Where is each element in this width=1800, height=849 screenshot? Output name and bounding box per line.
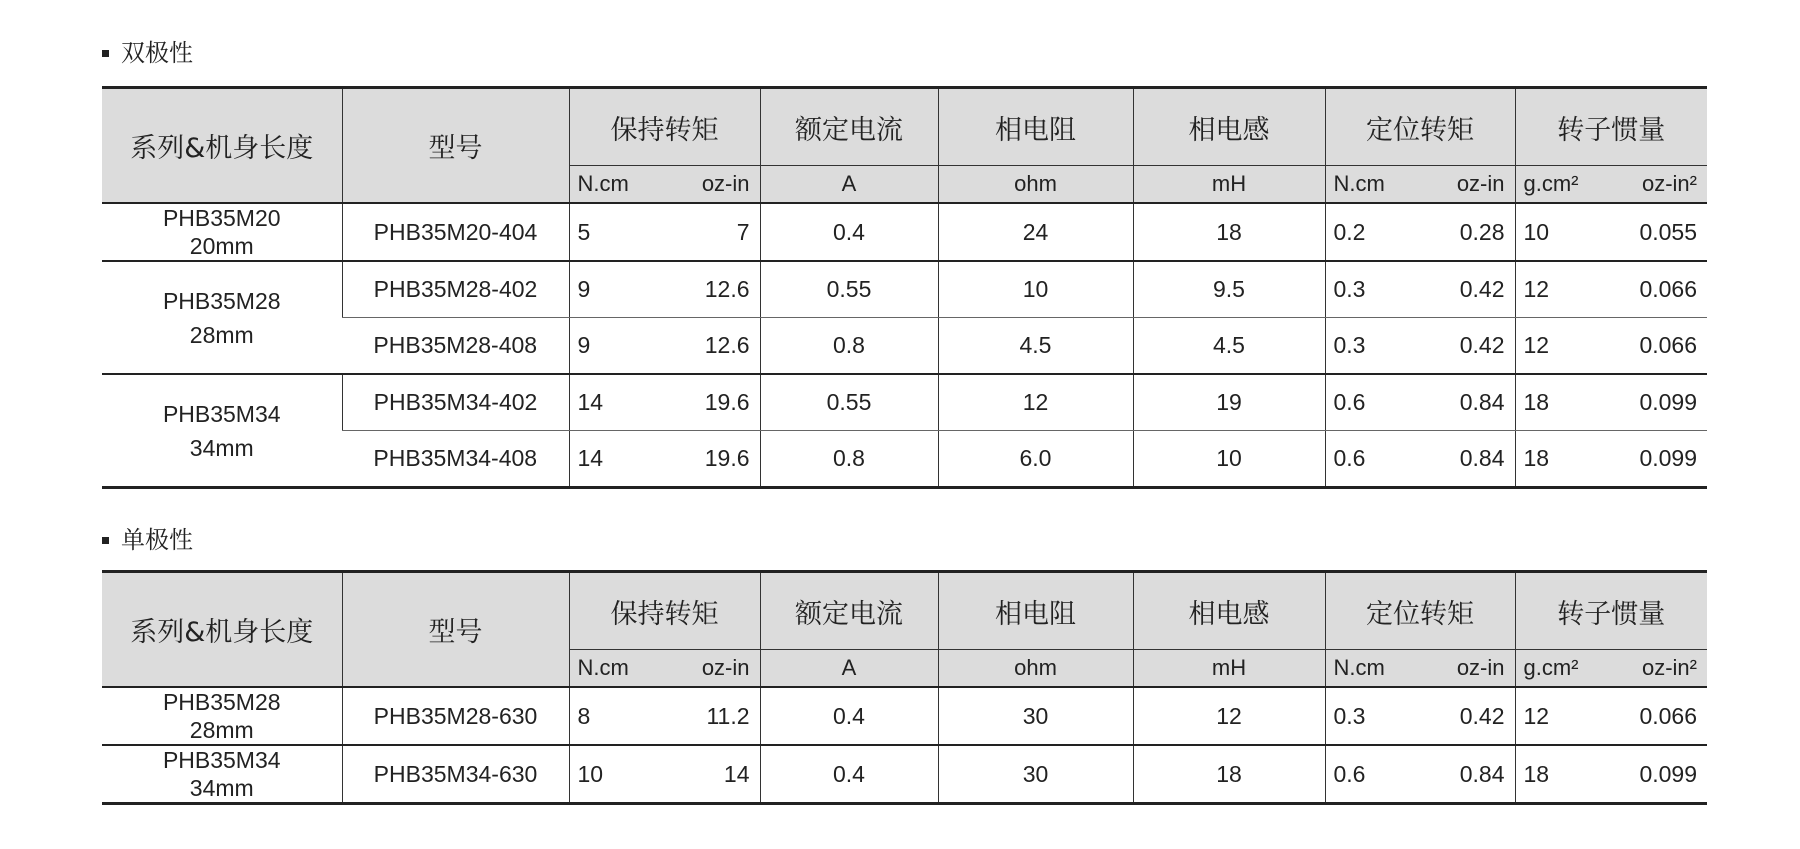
model-cell: PHB35M20-404 (342, 203, 569, 261)
holding-torque-ncm-cell: 10 (569, 745, 665, 804)
detent-torque-ozin-cell: 0.42 (1420, 318, 1515, 375)
header-series-length: 系列&机身长度 (102, 572, 342, 688)
phase-resistance-cell: 30 (938, 687, 1133, 745)
series-name: PHB35M20 (162, 205, 281, 231)
table-row (102, 745, 1707, 804)
model-cell: PHB35M34-630 (342, 745, 569, 804)
series-length-cell (102, 203, 342, 261)
bullet-icon (102, 537, 109, 544)
rotor-inertia-gcm-cell: 10 (1515, 203, 1611, 261)
header-phase-resistance: 相电阻 (938, 572, 1133, 650)
rated-current-cell: 0.4 (760, 687, 938, 745)
holding-torque-ozin-cell: 11.2 (665, 687, 760, 745)
detent-torque-ncm-cell: 0.2 (1325, 203, 1420, 261)
rotor-inertia-ozin-cell: 0.066 (1611, 318, 1707, 375)
table-row (102, 318, 1707, 375)
holding-torque-ozin-cell: 19.6 (665, 431, 760, 488)
rotor-inertia-gcm-cell: 18 (1515, 745, 1611, 804)
rotor-inertia-ozin-cell: 0.066 (1611, 261, 1707, 318)
section-title-text: 双极性 (121, 39, 193, 67)
table-row (102, 203, 1707, 261)
table-row (102, 261, 1707, 318)
holding-torque-ncm-cell: 5 (569, 203, 665, 261)
phase-inductance-cell: 4.5 (1133, 318, 1325, 375)
rotor-inertia-gcm-cell: 18 (1515, 374, 1611, 431)
table-row (102, 431, 1707, 488)
holding-torque-ozin-cell: 12.6 (665, 318, 760, 375)
body-length: 28mm (189, 321, 254, 348)
series-length-cell (102, 745, 342, 804)
series-name: PHB35M28 (162, 287, 281, 314)
phase-inductance-cell: 18 (1133, 745, 1325, 804)
phase-resistance-cell: 4.5 (938, 318, 1133, 375)
holding-torque-ncm-cell: 14 (569, 374, 665, 431)
header-model: 型号 (342, 572, 569, 688)
detent-torque-ozin-cell: 0.84 (1420, 431, 1515, 488)
phase-resistance-cell: 12 (938, 374, 1133, 431)
header-phase-inductance: 相电感 (1133, 88, 1325, 166)
rotor-inertia-gcm-cell: 12 (1515, 318, 1611, 375)
phase-inductance-cell: 10 (1133, 431, 1325, 488)
header-rotor-inertia: 转子惯量 (1515, 88, 1707, 166)
body-length: 28mm (189, 717, 254, 743)
unit-ri-gcm: g.cm² (1515, 166, 1611, 204)
phase-inductance-cell: 19 (1133, 374, 1325, 431)
body-length: 20mm (189, 233, 254, 259)
unit-resistance: ohm (938, 650, 1133, 688)
detent-torque-ncm-cell: 0.6 (1325, 745, 1420, 804)
rotor-inertia-gcm-cell: 12 (1515, 687, 1611, 745)
rotor-inertia-gcm-cell: 12 (1515, 261, 1611, 318)
model-cell: PHB35M28-630 (342, 687, 569, 745)
rated-current-cell: 0.55 (760, 374, 938, 431)
header-rotor-inertia: 转子惯量 (1515, 572, 1707, 650)
phase-resistance-cell: 30 (938, 745, 1133, 804)
rotor-inertia-ozin-cell: 0.066 (1611, 687, 1707, 745)
detent-torque-ozin-cell: 0.42 (1420, 687, 1515, 745)
series-length-cell (102, 374, 342, 488)
series-length-cell (102, 687, 342, 745)
unit-ri-ozin: oz-in² (1611, 166, 1707, 204)
series-length-cell (102, 261, 342, 374)
unit-resistance: ohm (938, 166, 1133, 204)
header-series-length: 系列&机身长度 (102, 88, 342, 204)
unipolar-spec-table (102, 570, 1707, 805)
holding-torque-ozin-cell: 19.6 (665, 374, 760, 431)
section-title-text: 单极性 (121, 526, 193, 554)
detent-torque-ncm-cell: 0.3 (1325, 261, 1420, 318)
header-model: 型号 (342, 88, 569, 204)
bipolar-spec-table (102, 86, 1707, 489)
header-phase-inductance: 相电感 (1133, 572, 1325, 650)
header-rated-current: 额定电流 (760, 572, 938, 650)
phase-resistance-cell: 10 (938, 261, 1133, 318)
detent-torque-ozin-cell: 0.84 (1420, 745, 1515, 804)
body-length: 34mm (189, 775, 254, 801)
holding-torque-ncm-cell: 8 (569, 687, 665, 745)
unit-current: A (760, 650, 938, 688)
rated-current-cell: 0.8 (760, 431, 938, 488)
holding-torque-ozin-cell: 14 (665, 745, 760, 804)
holding-torque-ncm-cell: 14 (569, 431, 665, 488)
model-cell: PHB35M28-408 (342, 318, 569, 375)
rotor-inertia-ozin-cell: 0.099 (1611, 431, 1707, 488)
detent-torque-ncm-cell: 0.6 (1325, 431, 1420, 488)
phase-inductance-cell: 9.5 (1133, 261, 1325, 318)
unit-dt-ozin: oz-in (1420, 650, 1515, 688)
unit-ri-ozin: oz-in² (1611, 650, 1707, 688)
rated-current-cell: 0.4 (760, 745, 938, 804)
detent-torque-ozin-cell: 0.42 (1420, 261, 1515, 318)
phase-resistance-cell: 6.0 (938, 431, 1133, 488)
rated-current-cell: 0.8 (760, 318, 938, 375)
rotor-inertia-ozin-cell: 0.099 (1611, 374, 1707, 431)
unit-dt-ncm: N.cm (1325, 650, 1420, 688)
unit-dt-ncm: N.cm (1325, 166, 1420, 204)
series-name: PHB35M34 (162, 400, 281, 427)
detent-torque-ncm-cell: 0.3 (1325, 687, 1420, 745)
section-title-unipolar (102, 525, 193, 555)
phase-inductance-cell: 12 (1133, 687, 1325, 745)
header-rated-current: 额定电流 (760, 88, 938, 166)
rotor-inertia-ozin-cell: 0.055 (1611, 203, 1707, 261)
unit-ht-ncm: N.cm (569, 650, 665, 688)
holding-torque-ncm-cell: 9 (569, 318, 665, 375)
holding-torque-ncm-cell: 9 (569, 261, 665, 318)
model-cell: PHB35M34-408 (342, 431, 569, 488)
unit-inductance: mH (1133, 166, 1325, 204)
phase-inductance-cell: 18 (1133, 203, 1325, 261)
rated-current-cell: 0.4 (760, 203, 938, 261)
unit-dt-ozin: oz-in (1420, 166, 1515, 204)
rotor-inertia-gcm-cell: 18 (1515, 431, 1611, 488)
series-name: PHB35M34 (162, 747, 281, 773)
header-phase-resistance: 相电阻 (938, 88, 1133, 166)
bullet-icon (102, 50, 109, 57)
detent-torque-ozin-cell: 0.84 (1420, 374, 1515, 431)
unit-ht-ozin: oz-in (665, 650, 760, 688)
detent-torque-ozin-cell: 0.28 (1420, 203, 1515, 261)
section-title-bipolar (102, 38, 193, 68)
body-length: 34mm (189, 434, 254, 461)
model-cell: PHB35M34-402 (342, 374, 569, 431)
model-cell: PHB35M28-402 (342, 261, 569, 318)
unit-ht-ncm: N.cm (569, 166, 665, 204)
unit-current: A (760, 166, 938, 204)
holding-torque-ozin-cell: 12.6 (665, 261, 760, 318)
header-detent-torque: 定位转矩 (1325, 572, 1515, 650)
header-holding-torque: 保持转矩 (569, 572, 760, 650)
rated-current-cell: 0.55 (760, 261, 938, 318)
table-row (102, 687, 1707, 745)
header-detent-torque: 定位转矩 (1325, 88, 1515, 166)
series-name: PHB35M28 (162, 689, 281, 715)
phase-resistance-cell: 24 (938, 203, 1133, 261)
detent-torque-ncm-cell: 0.3 (1325, 318, 1420, 375)
unit-ri-gcm: g.cm² (1515, 650, 1611, 688)
holding-torque-ozin-cell: 7 (665, 203, 760, 261)
table-row (102, 374, 1707, 431)
unit-inductance: mH (1133, 650, 1325, 688)
rotor-inertia-ozin-cell: 0.099 (1611, 745, 1707, 804)
unit-ht-ozin: oz-in (665, 166, 760, 204)
detent-torque-ncm-cell: 0.6 (1325, 374, 1420, 431)
header-holding-torque: 保持转矩 (569, 88, 760, 166)
